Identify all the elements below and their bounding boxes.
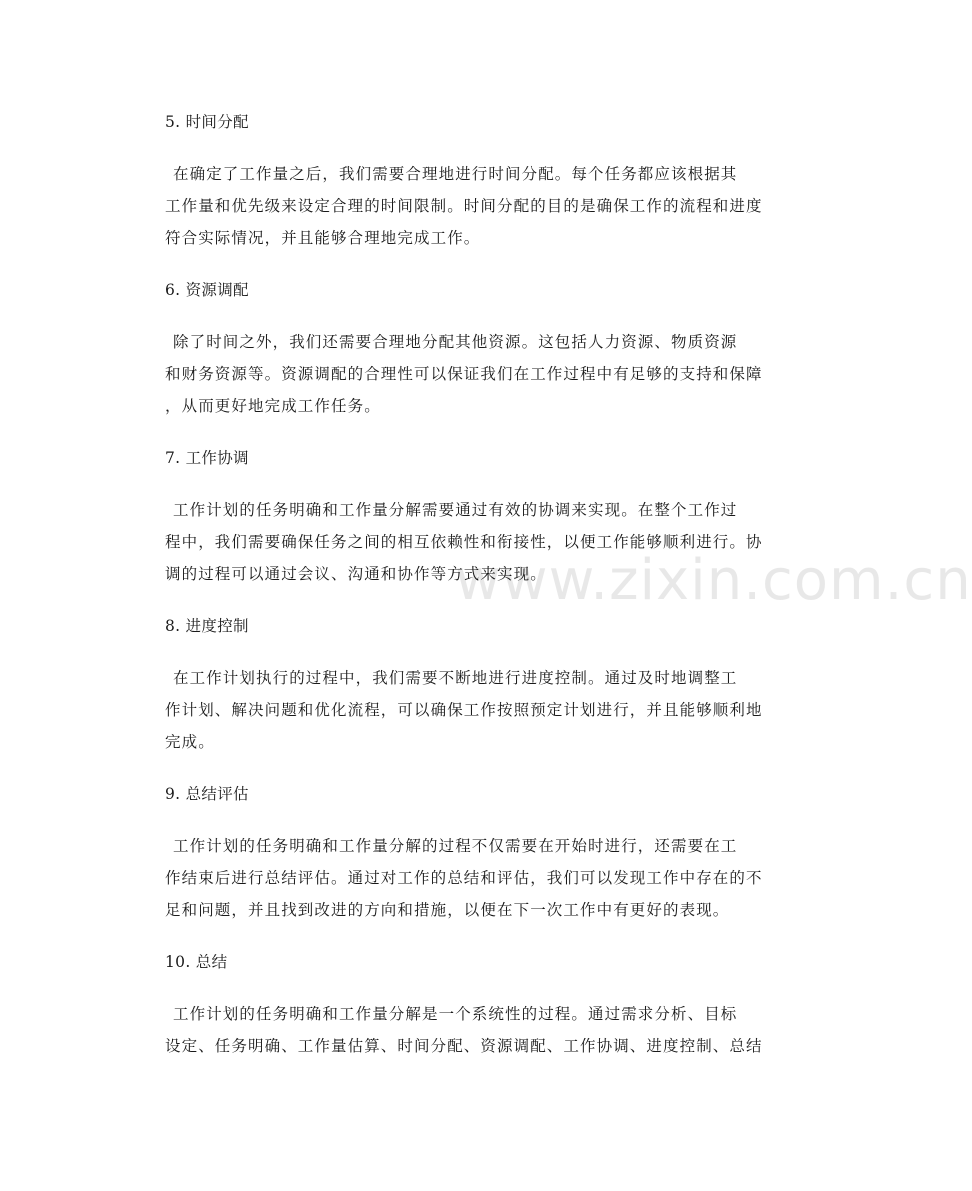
section-heading: 5. 时间分配	[165, 113, 249, 131]
paragraph-line: 作结束后进行总结评估。通过对工作的总结和评估，我们可以发现工作中存在的不	[165, 869, 763, 887]
section-heading: 9. 总结评估	[165, 785, 249, 803]
section-summary-evaluation	[165, 780, 785, 926]
watermark: www.zixin.com.cn	[455, 548, 972, 613]
section-paragraph	[165, 326, 785, 422]
section-paragraph	[165, 662, 785, 758]
section-heading: 8. 进度控制	[165, 617, 249, 635]
section-heading: 6. 资源调配	[165, 281, 249, 299]
section-resource-allocation	[165, 276, 785, 422]
section-conclusion	[165, 948, 785, 1062]
section-paragraph	[165, 998, 785, 1062]
paragraph-line: 工作计划的任务明确和工作量分解是一个系统性的过程。通过需求分析、目标	[173, 1005, 738, 1023]
paragraph-line: 除了时间之外，我们还需要合理地分配其他资源。这包括人力资源、物质资源	[173, 333, 738, 351]
paragraph-line: 符合实际情况，并且能够合理地完成工作。	[165, 229, 481, 247]
paragraph-line: 足和问题，并且找到改进的方向和措施，以便在下一次工作中有更好的表现。	[165, 901, 730, 919]
paragraph-line: 调的过程可以通过会议、沟通和协作等方式来实现。	[165, 565, 547, 583]
section-paragraph	[165, 158, 785, 254]
paragraph-line: 工作量和优先级来设定合理的时间限制。时间分配的目的是确保工作的流程和进度	[165, 197, 763, 215]
paragraph-line: ，从而更好地完成工作任务。	[165, 397, 381, 415]
paragraph-line: 程中，我们需要确保任务之间的相互依赖性和衔接性，以便工作能够顺利进行。协	[165, 533, 763, 551]
paragraph-line: 完成。	[165, 733, 215, 751]
section-heading: 7. 工作协调	[165, 449, 249, 467]
paragraph-line: 工作计划的任务明确和工作量分解需要通过有效的协调来实现。在整个工作过	[173, 501, 738, 519]
section-work-coordination	[165, 444, 785, 590]
paragraph-line: 在工作计划执行的过程中，我们需要不断地进行进度控制。通过及时地调整工	[173, 669, 738, 687]
section-heading: 10. 总结	[165, 953, 228, 971]
paragraph-line: 工作计划的任务明确和工作量分解的过程不仅需要在开始时进行，还需要在工	[173, 837, 738, 855]
paragraph-line: 设定、任务明确、工作量估算、时间分配、资源调配、工作协调、进度控制、总结	[165, 1037, 763, 1055]
section-paragraph	[165, 830, 785, 926]
paragraph-line: 和财务资源等。资源调配的合理性可以保证我们在工作过程中有足够的支持和保障	[165, 365, 763, 383]
section-paragraph	[165, 494, 785, 590]
paragraph-line: 在确定了工作量之后，我们需要合理地进行时间分配。每个任务都应该根据其	[173, 165, 738, 183]
section-progress-control	[165, 612, 785, 758]
paragraph-line: 作计划、解决问题和优化流程，可以确保工作按照预定计划进行，并且能够顺利地	[165, 701, 763, 719]
section-time-allocation	[165, 108, 785, 254]
document-body	[165, 108, 785, 1084]
